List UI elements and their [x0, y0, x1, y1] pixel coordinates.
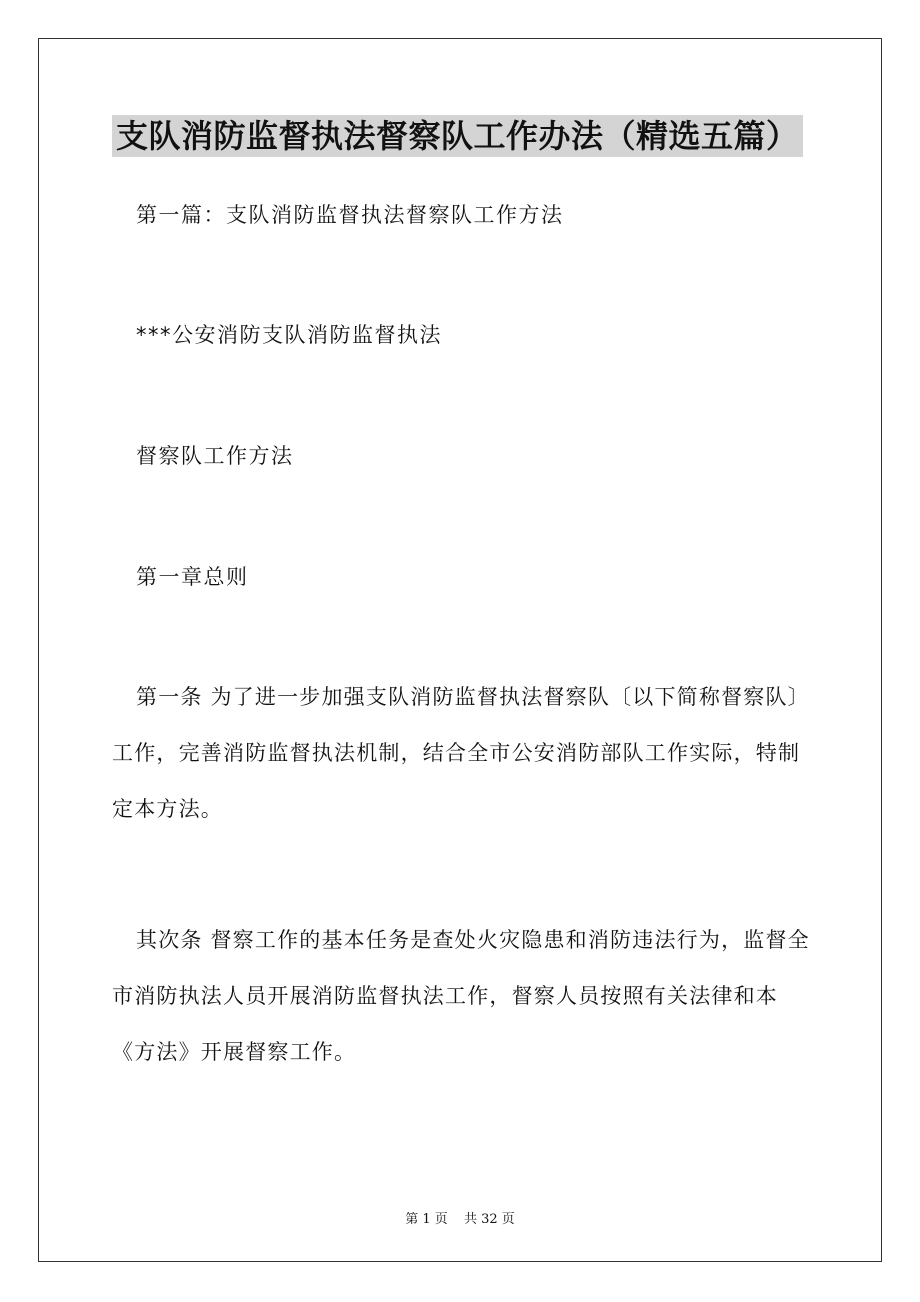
article-2-paragraph: 其次条 督察工作的基本任务是查处火灾隐患和消防违法行为，监督全市消防执法人员开展消防监督执法工作，督察人员按照有关法律和本《方法》开展督察工作。: [112, 928, 810, 1064]
page-total: 共 32 页: [463, 1212, 515, 1227]
page-number: 第 1 页: [405, 1212, 448, 1227]
chapter-heading: 第一章总则: [136, 565, 249, 589]
article-1-paragraph: 第一条 为了进一步加强支队消防监督执法督察队〔以下简称督察队〕工作，完善消防监督执法机制，结合全市公安消防部队工作实际，特制定本方法。: [112, 685, 810, 821]
page-footer: [0, 1208, 920, 1227]
org-line: ***公安消防支队消防监督执法: [136, 323, 442, 347]
section-heading: 第一篇：支队消防监督执法督察队工作方法: [136, 203, 564, 227]
subtitle-line: 督察队工作方法: [136, 444, 294, 468]
document-title: 支队消防监督执法督察队工作办法（精选五篇）: [112, 115, 803, 157]
